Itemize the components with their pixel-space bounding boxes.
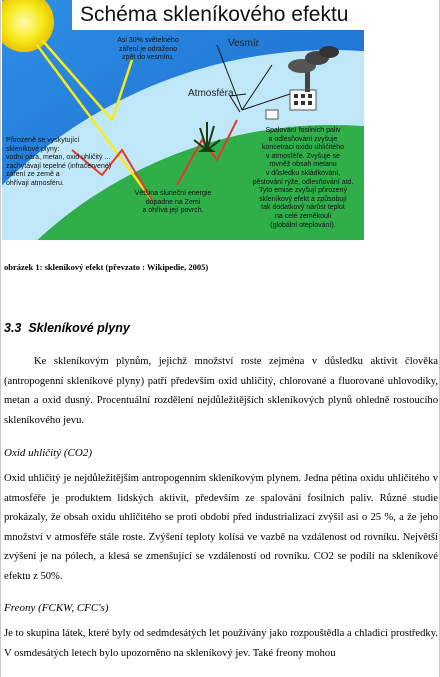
diagram-title: Schéma skleníkového efektu [80,3,349,26]
factory-chimney [305,72,310,92]
reflected-light-note: Asi 30% světelného záření je odraženo zpět do vesmíru. [117,37,179,62]
freony-heading: Freony (FCKW, CFC's) [4,602,109,614]
page-left-edge [0,0,1,677]
natural-gases-note: Přirozeně se vyskytující skleníkové plyny: vodní pára, metan, oxid uhličitý ... zachytávají tepelné (infračervené) záření ze země a ohřívají atmosféru. [6,137,112,187]
co2-heading: Oxid uhličitý (CO2) [4,447,92,459]
greenhouse-diagram [2,0,364,240]
atmosphere-label: Atmosféra [188,88,234,99]
factory-smoke-3 [319,46,339,58]
co2-paragraph: Oxid uhličitý je nejdůležitějším antropogenním skleníkovým plynem. Jedna pětina oxidu uhličitého v atmosféře je produktem lidských aktivit, především ze spalování fosilních paliv. Různé studie prokázaly, že obsah oxidu uhličitého se proti období před industrializací zvýšil asi o 25 %, a že jeho množství v atmosféře stále roste. Zvýšení teploty kolísá ve vazbě na vzdálenost od rovníku. Největší zvýšení je na pólech, a klesá se zmenšující se vzdáleností od rovníku. CO2 se podílí na skleníkové efektu z 50%. [4,473,438,582]
absorbed-energy-note: Většina sluneční energie dopadne na Zemi a ohřívá její povrch. [134,190,212,215]
human-activity-note: Spalování fosilních paliv a odlesňování zvyšuje koncetraci oxidu uhličitého v atmosféře. Zvyšuje se rovněž obsah metanu v důsledku skládkování, pěstování rýže, odlesňování atd. Tyto emise zvyšují přirozený skleníkový efekt a způsobují tak dodatkový nárůst teplot na celé zeměkouli (globální oteplování). [252,127,354,229]
freony-paragraph: Je to skupina látek, které byly od sedmdesátých let používány jako rozpouštědla a chladicí prostředky. V osmdesátých letech bylo upozorněno na skleníkový jev. Také freony mohou [4,628,438,659]
intro-paragraph: Ke skleníkovým plynům, jejichž množství roste zejména v důsledku aktivit člověka (antropogenní skleníkové plyny) patří především oxid uhličitý, chlorované a fluorované uhlovodíky, metan a oxid dusný. Procentuální rozdělení nejdůležitějších skleníkových plynů ohledně rostoucího skleníkového jevu. [4,356,438,426]
section-title-text: Skleníkové plyny [28,321,130,335]
section-number: 3.3 [4,321,22,335]
factory-building [290,90,316,110]
house-icon [266,110,278,119]
section-heading [4,321,130,335]
space-label: Vesmír [228,38,260,49]
figure-caption: obrázek 1: skleníkový efekt (převzato : Wikipedie, 2005) [4,262,209,272]
